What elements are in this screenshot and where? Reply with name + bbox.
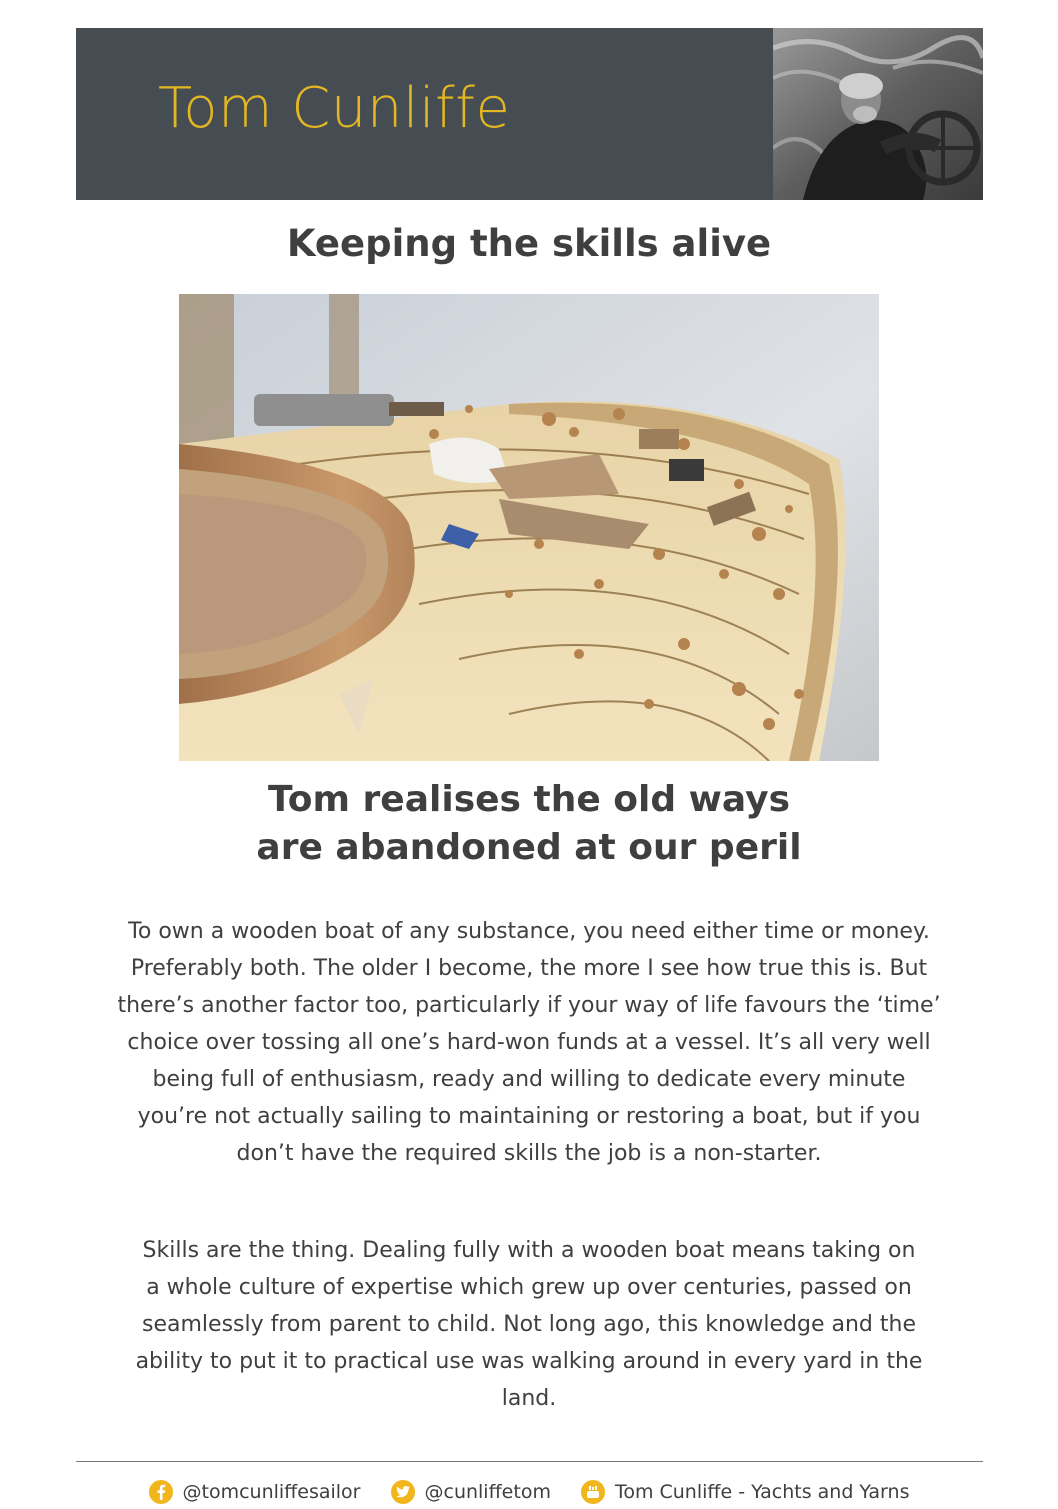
author-portrait bbox=[773, 28, 983, 200]
paragraph-line: ability to put it to practical use was walking around in every yard in the bbox=[135, 1349, 923, 1374]
paragraph-line: a whole culture of expertise which grew up over centuries, passed on bbox=[146, 1275, 912, 1300]
article-title: Keeping the skills alive bbox=[286, 222, 772, 265]
facebook-icon bbox=[149, 1480, 173, 1504]
header-banner bbox=[76, 28, 983, 200]
twitter-link[interactable] bbox=[391, 1480, 551, 1504]
paragraph-line: you’re not actually sailing to maintaining or restoring a boat, but if you bbox=[137, 1104, 921, 1129]
paragraph-line: seamlessly from parent to child. Not long ago, this knowledge and the bbox=[142, 1312, 916, 1337]
paragraph-line: there’s another factor too, particularly if your way of life favours the ‘time’ bbox=[117, 993, 941, 1018]
author-name: Tom Cunliffe bbox=[158, 76, 511, 141]
boat-deck-photo bbox=[179, 294, 879, 761]
paragraph-line: don’t have the required skills the job is a non-starter. bbox=[236, 1141, 822, 1166]
paragraph-line: choice over tossing all one’s hard-won funds at a vessel. It’s all very well bbox=[127, 1030, 931, 1055]
body-paragraph-1 bbox=[80, 913, 978, 1172]
social-footer bbox=[0, 1475, 1058, 1509]
paragraph-line: being full of enthusiasm, ready and willing to dedicate every minute bbox=[152, 1067, 906, 1092]
paragraph-line: To own a wooden boat of any substance, you need either time or money. bbox=[128, 919, 930, 944]
youtube-channel: Tom Cunliffe - Yachts and Yarns bbox=[614, 1481, 910, 1503]
paragraph-line: Preferably both. The older I become, the more I see how true this is. But bbox=[130, 956, 928, 981]
subheading-line: Tom realises the old ways bbox=[268, 779, 790, 820]
footer-divider bbox=[76, 1461, 983, 1462]
youtube-icon bbox=[581, 1480, 605, 1504]
twitter-handle: @cunliffetom bbox=[424, 1481, 551, 1503]
facebook-handle: @tomcunliffesailor bbox=[182, 1481, 361, 1503]
body-paragraph-2 bbox=[80, 1232, 978, 1417]
subheading-line: are abandoned at our peril bbox=[256, 827, 802, 868]
facebook-link[interactable] bbox=[149, 1480, 361, 1504]
paragraph-line: land. bbox=[501, 1386, 557, 1411]
article-subheading bbox=[0, 776, 1058, 872]
paragraph-line: Skills are the thing. Dealing fully with a wooden boat means taking on bbox=[142, 1238, 916, 1263]
twitter-icon bbox=[391, 1480, 415, 1504]
youtube-link[interactable] bbox=[581, 1480, 910, 1504]
